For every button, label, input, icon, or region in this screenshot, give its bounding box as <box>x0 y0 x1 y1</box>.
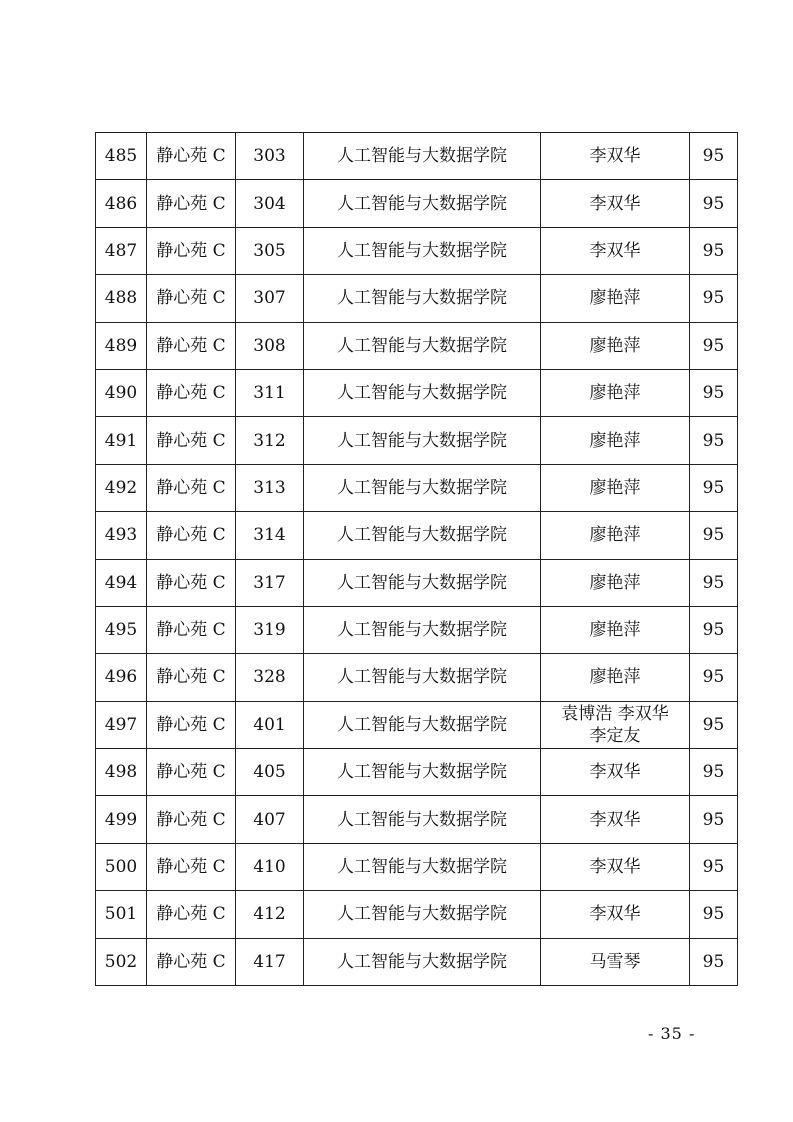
name-line: 李双华 <box>589 240 641 261</box>
cell-number: 498 <box>96 749 147 796</box>
table-row <box>96 938 738 985</box>
cell-score: 95 <box>690 701 738 748</box>
cell-building: 静心苑 C <box>147 512 236 559</box>
cell-number: 488 <box>96 275 147 322</box>
cell-number: 500 <box>96 843 147 890</box>
cell-college: 人工智能与大数据学院 <box>304 417 541 464</box>
cell-building: 静心苑 C <box>147 559 236 606</box>
cell-college: 人工智能与大数据学院 <box>304 749 541 796</box>
cell-room: 311 <box>236 369 304 416</box>
table-row <box>96 180 738 227</box>
cell-number: 486 <box>96 180 147 227</box>
name-line: 廖艳萍 <box>589 477 641 498</box>
cell-college: 人工智能与大数据学院 <box>304 464 541 511</box>
cell-number: 487 <box>96 227 147 274</box>
cell-number: 494 <box>96 559 147 606</box>
table-row <box>96 654 738 701</box>
cell-building: 静心苑 C <box>147 606 236 653</box>
table-row <box>96 275 738 322</box>
table-row <box>96 843 738 890</box>
cell-names <box>541 512 690 559</box>
table-row <box>96 512 738 559</box>
cell-number: 491 <box>96 417 147 464</box>
cell-building: 静心苑 C <box>147 749 236 796</box>
cell-names <box>541 606 690 653</box>
cell-score: 95 <box>690 654 738 701</box>
cell-building: 静心苑 C <box>147 938 236 985</box>
cell-building: 静心苑 C <box>147 654 236 701</box>
cell-room: 308 <box>236 322 304 369</box>
name-line: 廖艳萍 <box>589 335 641 356</box>
cell-score: 95 <box>690 749 738 796</box>
cell-building: 静心苑 C <box>147 891 236 938</box>
table-row <box>96 133 738 180</box>
cell-score: 95 <box>690 180 738 227</box>
cell-college: 人工智能与大数据学院 <box>304 938 541 985</box>
cell-score: 95 <box>690 891 738 938</box>
name-line: 廖艳萍 <box>589 620 641 641</box>
table-row <box>96 417 738 464</box>
table-row <box>96 796 738 843</box>
cell-college: 人工智能与大数据学院 <box>304 843 541 890</box>
cell-room: 305 <box>236 227 304 274</box>
cell-score: 95 <box>690 133 738 180</box>
cell-score: 95 <box>690 796 738 843</box>
name-line: 廖艳萍 <box>589 288 641 309</box>
cell-room: 412 <box>236 891 304 938</box>
cell-number: 501 <box>96 891 147 938</box>
cell-college: 人工智能与大数据学院 <box>304 322 541 369</box>
cell-score: 95 <box>690 606 738 653</box>
cell-room: 328 <box>236 654 304 701</box>
cell-number: 496 <box>96 654 147 701</box>
table-row <box>96 559 738 606</box>
page-number: - 35 - <box>648 1024 696 1043</box>
name-line: 廖艳萍 <box>589 667 641 688</box>
name-line: 李定友 <box>589 725 641 746</box>
cell-number: 489 <box>96 322 147 369</box>
table-row <box>96 322 738 369</box>
cell-names <box>541 180 690 227</box>
cell-room: 405 <box>236 749 304 796</box>
cell-score: 95 <box>690 843 738 890</box>
cell-college: 人工智能与大数据学院 <box>304 559 541 606</box>
cell-names <box>541 322 690 369</box>
name-line: 廖艳萍 <box>589 572 641 593</box>
cell-names <box>541 749 690 796</box>
cell-room: 410 <box>236 843 304 890</box>
cell-room: 313 <box>236 464 304 511</box>
cell-number: 495 <box>96 606 147 653</box>
cell-building: 静心苑 C <box>147 464 236 511</box>
cell-building: 静心苑 C <box>147 322 236 369</box>
cell-number: 497 <box>96 701 147 748</box>
cell-score: 95 <box>690 417 738 464</box>
cell-names <box>541 559 690 606</box>
cell-names <box>541 227 690 274</box>
cell-names <box>541 275 690 322</box>
name-line: 李双华 <box>589 857 641 878</box>
cell-score: 95 <box>690 275 738 322</box>
cell-names <box>541 369 690 416</box>
cell-number: 492 <box>96 464 147 511</box>
table-row <box>96 749 738 796</box>
dormitory-score-table <box>95 132 738 986</box>
table-row <box>96 701 738 748</box>
cell-names <box>541 417 690 464</box>
name-line: 李双华 <box>589 904 641 925</box>
cell-score: 95 <box>690 512 738 559</box>
cell-building: 静心苑 C <box>147 180 236 227</box>
cell-college: 人工智能与大数据学院 <box>304 180 541 227</box>
table-row <box>96 227 738 274</box>
cell-score: 95 <box>690 322 738 369</box>
cell-building: 静心苑 C <box>147 417 236 464</box>
table-body <box>96 133 738 986</box>
cell-room: 304 <box>236 180 304 227</box>
cell-college: 人工智能与大数据学院 <box>304 227 541 274</box>
cell-room: 317 <box>236 559 304 606</box>
name-line: 马雪琴 <box>589 951 641 972</box>
cell-room: 319 <box>236 606 304 653</box>
cell-score: 95 <box>690 464 738 511</box>
cell-college: 人工智能与大数据学院 <box>304 701 541 748</box>
cell-room: 303 <box>236 133 304 180</box>
table-row <box>96 891 738 938</box>
cell-score: 95 <box>690 938 738 985</box>
cell-building: 静心苑 C <box>147 796 236 843</box>
cell-number: 499 <box>96 796 147 843</box>
cell-room: 401 <box>236 701 304 748</box>
cell-number: 502 <box>96 938 147 985</box>
name-line: 廖艳萍 <box>589 525 641 546</box>
name-line: 李双华 <box>589 193 641 214</box>
cell-number: 490 <box>96 369 147 416</box>
cell-names <box>541 796 690 843</box>
name-line: 李双华 <box>589 809 641 830</box>
cell-building: 静心苑 C <box>147 133 236 180</box>
table-row <box>96 369 738 416</box>
cell-score: 95 <box>690 559 738 606</box>
cell-college: 人工智能与大数据学院 <box>304 654 541 701</box>
cell-names <box>541 701 690 748</box>
cell-number: 493 <box>96 512 147 559</box>
cell-names <box>541 938 690 985</box>
cell-building: 静心苑 C <box>147 843 236 890</box>
cell-college: 人工智能与大数据学院 <box>304 369 541 416</box>
name-line: 李双华 <box>589 146 641 167</box>
cell-names <box>541 891 690 938</box>
cell-building: 静心苑 C <box>147 701 236 748</box>
cell-college: 人工智能与大数据学院 <box>304 796 541 843</box>
cell-score: 95 <box>690 369 738 416</box>
name-line: 廖艳萍 <box>589 430 641 451</box>
cell-room: 407 <box>236 796 304 843</box>
cell-names <box>541 464 690 511</box>
cell-score: 95 <box>690 227 738 274</box>
cell-number: 485 <box>96 133 147 180</box>
name-line: 袁博浩 李双华 <box>561 703 669 724</box>
cell-room: 417 <box>236 938 304 985</box>
cell-names <box>541 133 690 180</box>
cell-room: 307 <box>236 275 304 322</box>
cell-room: 312 <box>236 417 304 464</box>
table-row <box>96 464 738 511</box>
cell-college: 人工智能与大数据学院 <box>304 275 541 322</box>
cell-names <box>541 654 690 701</box>
cell-building: 静心苑 C <box>147 369 236 416</box>
cell-room: 314 <box>236 512 304 559</box>
cell-college: 人工智能与大数据学院 <box>304 133 541 180</box>
table-row <box>96 606 738 653</box>
cell-names <box>541 843 690 890</box>
cell-building: 静心苑 C <box>147 227 236 274</box>
name-line: 廖艳萍 <box>589 383 641 404</box>
cell-building: 静心苑 C <box>147 275 236 322</box>
cell-college: 人工智能与大数据学院 <box>304 512 541 559</box>
cell-college: 人工智能与大数据学院 <box>304 606 541 653</box>
cell-college: 人工智能与大数据学院 <box>304 891 541 938</box>
name-line: 李双华 <box>589 762 641 783</box>
